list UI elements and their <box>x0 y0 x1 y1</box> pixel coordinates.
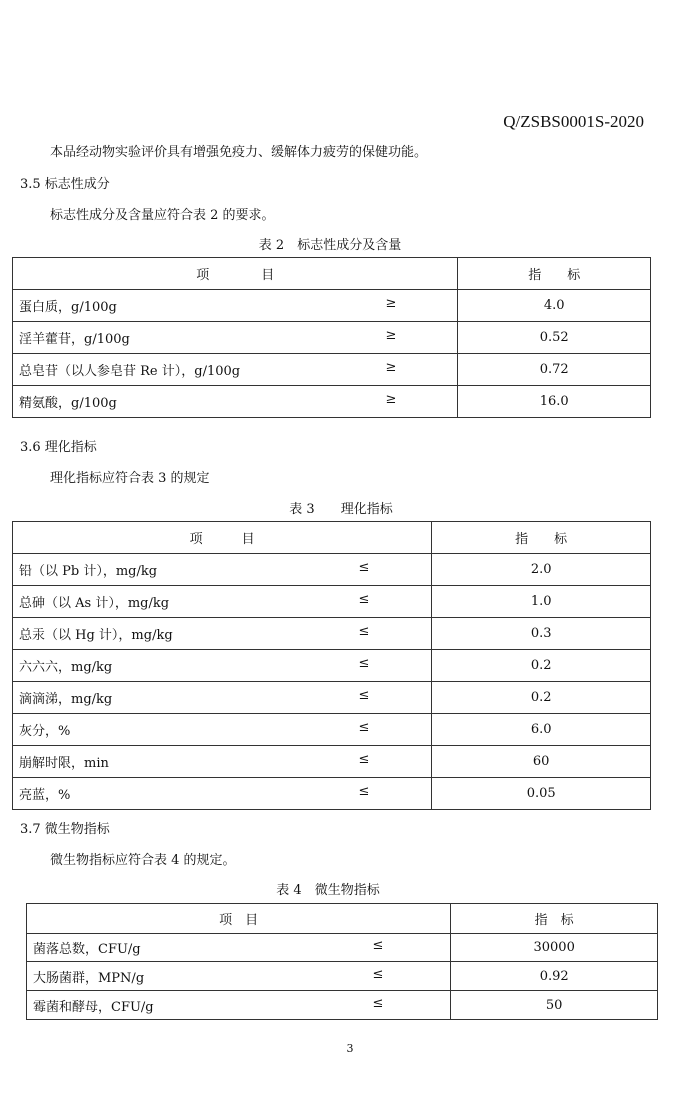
table-row <box>27 934 658 962</box>
item-cell: 淫羊藿苷，g/100g ≥ <box>13 322 458 354</box>
value-cell: 0.92 <box>451 962 658 991</box>
table-row <box>13 618 651 650</box>
value-cell: 16.0 <box>458 386 651 418</box>
value-cell: 0.52 <box>458 322 651 354</box>
item-cell: 铅（以 Pb 计），mg/kg ≤ <box>13 554 432 586</box>
item-cell: 总砷（以 As 计），mg/kg ≤ <box>13 586 432 618</box>
table-row <box>13 386 651 418</box>
table-row <box>13 746 651 778</box>
value-cell: 4.0 <box>458 290 651 322</box>
table-4 <box>26 903 658 1020</box>
col-item-header: 项 目 <box>13 258 458 290</box>
value-cell: 0.72 <box>458 354 651 386</box>
item-cell: 崩解时限，min ≤ <box>13 746 432 778</box>
section-3-6-text: 理化指标应符合表 3 的规定 <box>50 471 210 486</box>
table-row <box>13 650 651 682</box>
value-cell: 1.0 <box>432 586 651 618</box>
col-value-header: 指 标 <box>451 904 658 934</box>
col-item-header: 项 目 <box>27 904 451 934</box>
section-3-7-text: 微生物指标应符合表 4 的规定。 <box>50 853 236 868</box>
section-3-5-text: 标志性成分及含量应符合表 2 的要求。 <box>50 208 275 223</box>
table-row <box>27 962 658 991</box>
item-cell: 灰分，% ≤ <box>13 714 432 746</box>
col-item-header: 项 目 <box>13 522 432 554</box>
table-2-caption: 表 2 标志性成分及含量 <box>258 238 402 253</box>
table-header-row <box>13 258 651 290</box>
value-cell: 0.2 <box>432 650 651 682</box>
value-cell: 0.3 <box>432 618 651 650</box>
table-row <box>13 322 651 354</box>
item-cell: 精氨酸，g/100g ≥ <box>13 386 458 418</box>
item-cell: 滴滴涕，mg/kg ≤ <box>13 682 432 714</box>
table-4-caption: 表 4 微生物指标 <box>276 883 380 898</box>
value-cell: 0.2 <box>432 682 651 714</box>
item-cell: 大肠菌群，MPN/g ≤ <box>27 962 451 991</box>
page-number: 3 <box>346 1042 354 1055</box>
table-row <box>13 714 651 746</box>
value-cell: 6.0 <box>432 714 651 746</box>
col-value-header: 指 标 <box>432 522 651 554</box>
value-cell: 2.0 <box>432 554 651 586</box>
value-cell: 60 <box>432 746 651 778</box>
item-cell: 总皂苷（以人参皂苷 Re 计），g/100g ≥ <box>13 354 458 386</box>
item-cell: 总汞（以 Hg 计），mg/kg ≤ <box>13 618 432 650</box>
table-header-row <box>27 904 658 934</box>
col-value-header: 指 标 <box>458 258 651 290</box>
item-cell: 霉菌和酵母，CFU/g ≤ <box>27 991 451 1020</box>
item-cell: 六六六，mg/kg ≤ <box>13 650 432 682</box>
item-cell: 亮蓝，% ≤ <box>13 778 432 810</box>
table-2 <box>12 257 651 418</box>
table-row <box>13 290 651 322</box>
value-cell: 30000 <box>451 934 658 962</box>
value-cell: 50 <box>451 991 658 1020</box>
item-cell: 菌落总数，CFU/g ≤ <box>27 934 451 962</box>
document-id: Q/ZSBS0001S-2020 <box>503 112 644 131</box>
table-3 <box>12 521 651 810</box>
item-cell: 蛋白质，g/100g ≥ <box>13 290 458 322</box>
section-3-7-heading: 3.7 微生物指标 <box>20 822 110 837</box>
value-cell: 0.05 <box>432 778 651 810</box>
table-header-row <box>13 522 651 554</box>
table-row <box>13 354 651 386</box>
table-3-caption: 表 3 理化指标 <box>289 502 393 517</box>
section-3-5-heading: 3.5 标志性成分 <box>20 177 110 192</box>
table-row <box>13 778 651 810</box>
table-row <box>13 554 651 586</box>
intro-paragraph: 本品经动物实验评价具有增强免疫力、缓解体力疲劳的保健功能。 <box>50 145 428 160</box>
section-3-6-heading: 3.6 理化指标 <box>20 440 97 455</box>
table-row <box>13 586 651 618</box>
table-row <box>27 991 658 1020</box>
table-row <box>13 682 651 714</box>
